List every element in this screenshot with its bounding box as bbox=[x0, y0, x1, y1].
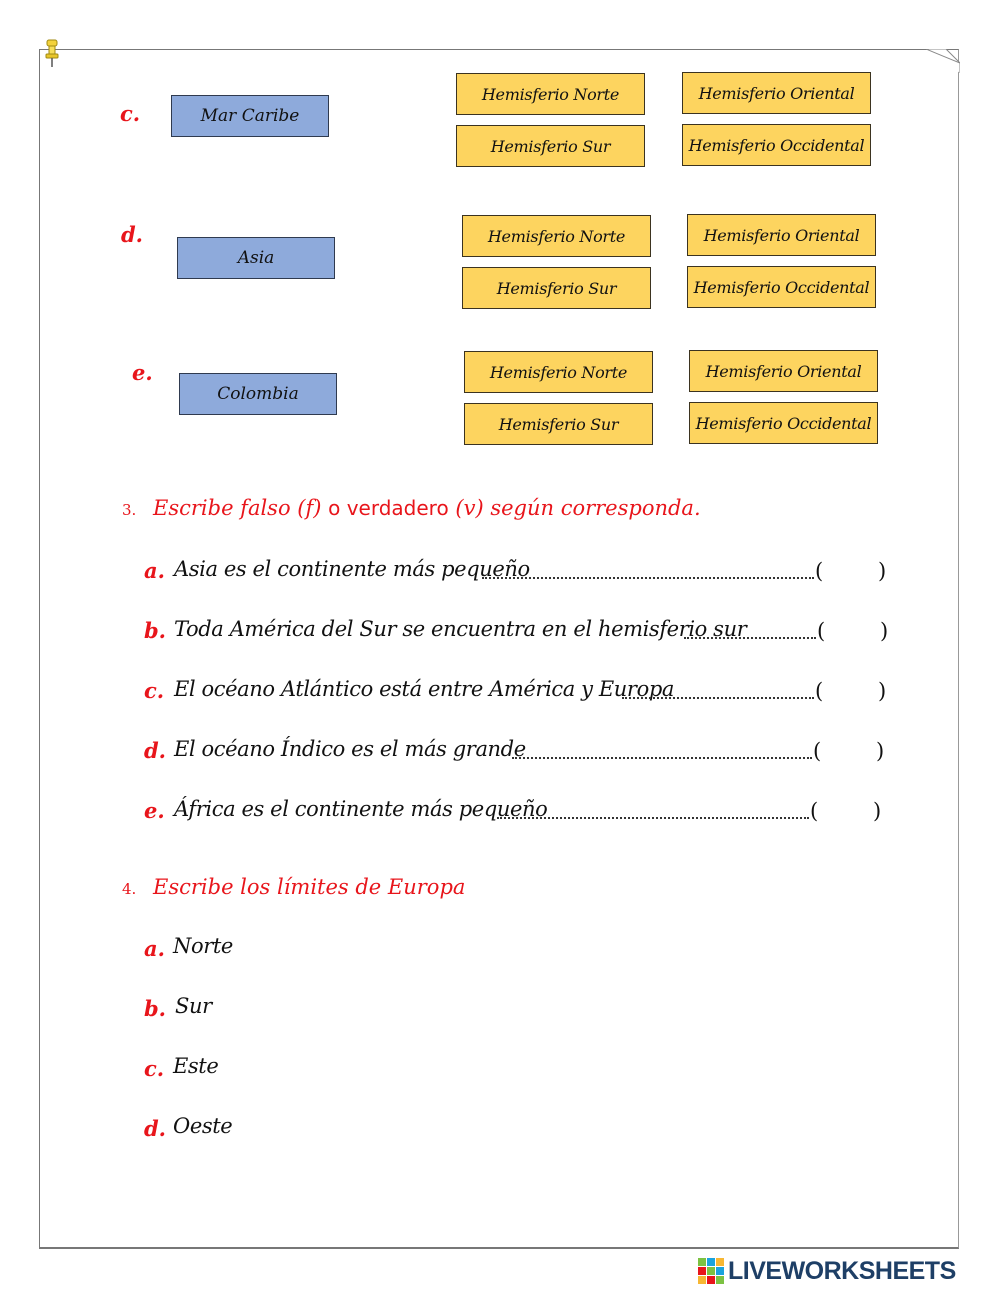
heading-part-1: Escribe falso (f) bbox=[153, 496, 322, 520]
answer-input-a[interactable] bbox=[828, 560, 880, 588]
statement-text: África es el continente más pequeño bbox=[174, 797, 548, 821]
row-letter: d. bbox=[121, 222, 143, 247]
dotted-leader bbox=[684, 637, 816, 639]
item-letter: e. bbox=[144, 798, 165, 823]
answer-input-sur[interactable] bbox=[230, 996, 834, 1024]
option-hemisferio-sur[interactable]: Hemisferio Sur bbox=[464, 403, 653, 445]
paren-close: ) bbox=[878, 559, 887, 583]
heading-part-2: o verdadero bbox=[328, 496, 449, 520]
option-hemisferio-norte[interactable]: Hemisferio Norte bbox=[462, 215, 651, 257]
item-letter: d. bbox=[144, 1116, 166, 1141]
option-hemisferio-occidental[interactable]: Hemisferio Occidental bbox=[687, 266, 876, 308]
item-letter: c. bbox=[144, 1056, 165, 1081]
option-hemisferio-oriental[interactable]: Hemisferio Oriental bbox=[687, 214, 876, 256]
dotted-leader bbox=[622, 697, 814, 699]
page-curl-corner bbox=[926, 49, 960, 73]
item-letter: d. bbox=[144, 738, 166, 763]
answer-input-este[interactable] bbox=[235, 1056, 839, 1084]
limit-label-norte: Norte bbox=[173, 934, 233, 958]
dotted-leader bbox=[497, 817, 809, 819]
pushpin-icon bbox=[44, 38, 60, 68]
place-label: Asia bbox=[177, 237, 335, 279]
place-label: Colombia bbox=[179, 373, 337, 415]
heading-text: Escribe los límites de Europa bbox=[153, 875, 466, 899]
statement-text: El océano Índico es el más grande bbox=[174, 737, 526, 761]
item-letter: a. bbox=[144, 936, 165, 961]
limit-label-este: Este bbox=[173, 1054, 219, 1078]
paren-close: ) bbox=[873, 799, 882, 823]
place-label: Mar Caribe bbox=[171, 95, 329, 137]
paren-open: ( bbox=[813, 739, 822, 763]
answer-input-d[interactable] bbox=[826, 740, 878, 768]
paren-open: ( bbox=[810, 799, 819, 823]
statement-text: Asia es el continente más pequeño bbox=[174, 557, 530, 581]
heading-part-3: (v) según corresponda. bbox=[455, 496, 701, 520]
statement-text: Toda América del Sur se encuentra en el hemisferio sur bbox=[174, 617, 747, 641]
brand-name: LIVEWORKSHEETS bbox=[728, 1256, 956, 1285]
paren-open: ( bbox=[817, 619, 826, 643]
item-letter: c. bbox=[144, 678, 165, 703]
exercise-3-heading bbox=[122, 496, 701, 520]
item-letter: a. bbox=[144, 558, 165, 583]
liveworksheets-logo-icon bbox=[698, 1258, 724, 1284]
dotted-leader bbox=[482, 577, 814, 579]
answer-input-e[interactable] bbox=[823, 800, 875, 828]
paren-close: ) bbox=[880, 619, 889, 643]
option-hemisferio-norte[interactable]: Hemisferio Norte bbox=[456, 73, 645, 115]
dotted-leader bbox=[512, 757, 812, 759]
liveworksheets-logo bbox=[698, 1257, 956, 1285]
exercise-4-heading bbox=[122, 875, 465, 899]
option-hemisferio-occidental[interactable]: Hemisferio Occidental bbox=[682, 124, 871, 166]
row-letter: e. bbox=[132, 360, 153, 385]
statement-text: El océano Atlántico está entre América y Europa bbox=[174, 677, 674, 701]
option-hemisferio-occidental[interactable]: Hemisferio Occidental bbox=[689, 402, 878, 444]
option-hemisferio-oriental[interactable]: Hemisferio Oriental bbox=[689, 350, 878, 392]
answer-input-oeste[interactable] bbox=[245, 1116, 849, 1144]
answer-input-norte[interactable] bbox=[250, 936, 854, 964]
answer-input-c[interactable] bbox=[828, 680, 880, 708]
option-hemisferio-sur[interactable]: Hemisferio Sur bbox=[456, 125, 645, 167]
limit-label-oeste: Oeste bbox=[173, 1114, 233, 1138]
paren-open: ( bbox=[815, 559, 824, 583]
option-hemisferio-oriental[interactable]: Hemisferio Oriental bbox=[682, 72, 871, 114]
item-letter: b. bbox=[144, 618, 166, 643]
limit-label-sur: Sur bbox=[175, 994, 212, 1018]
option-hemisferio-norte[interactable]: Hemisferio Norte bbox=[464, 351, 653, 393]
item-letter: b. bbox=[144, 996, 166, 1021]
row-letter: c. bbox=[120, 101, 141, 126]
paren-close: ) bbox=[878, 679, 887, 703]
exercise-number: 4. bbox=[122, 880, 137, 898]
answer-input-b[interactable] bbox=[830, 620, 882, 648]
paren-open: ( bbox=[815, 679, 824, 703]
exercise-number: 3. bbox=[122, 501, 137, 519]
option-hemisferio-sur[interactable]: Hemisferio Sur bbox=[462, 267, 651, 309]
paren-close: ) bbox=[876, 739, 885, 763]
